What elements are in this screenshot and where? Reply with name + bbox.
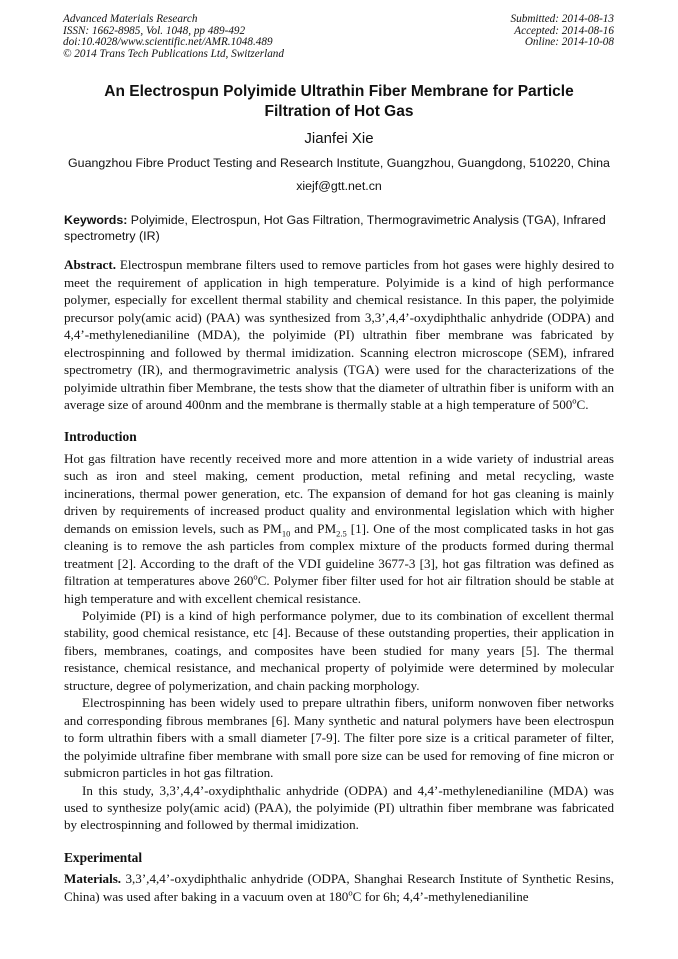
issn-volume: ISSN: 1662-8985, Vol. 1048, pp 489-492 [63, 24, 246, 37]
author: Jianfei Xie [304, 130, 374, 148]
title-line: An Electrospun Polyimide Ultrathin Fiber Membrane for Particle [104, 83, 574, 101]
text-run: Hot gas filtration have recently received more and more attention in a wide variety of industrial areas such as iron and steel making, cement production, metal refining and metal recycling, waste incinerations, thermal power generation, etc. The expansion of demand for hot gas cleaning is mainly driven by requirements of increased product quality and environmental legislation which with higher demands on emission levels, such as PM [64, 450, 614, 536]
abstract [64, 256, 614, 413]
text-run: 10 [281, 528, 291, 539]
online-date: Online: 2014-10-08 [524, 36, 614, 49]
dates-info [511, 14, 614, 60]
body-paragraph [64, 450, 614, 607]
experimental-section [64, 849, 614, 905]
text-run: [1]. One of the most complicated tasks in hot gas cleaning is to remove the ash particles from complex mixture of the products formed during thermal treatment [2]. According to the draft of the VDI guideline 3677-3 [3], hot gas filtration was defined as filtration at temperatures above 260 [64, 520, 614, 589]
text-run: Polyimide (PI) is a kind of high performance polymer, due to its combination of excellent thermal stability, good chemical resistance, etc [4]. Because of these outstanding properties, their application in fibers, membranes, coatings, and composites have been studied for many years [5]. The thermal resistance, chemical resistance, and mechanical property of polyimide were determined by molecular structure, degree of polymerization, and chain packing morphology. [64, 607, 614, 693]
run-in-heading: Materials. [64, 871, 122, 887]
run-in-heading: Abstract. [64, 257, 116, 273]
body-paragraph [64, 607, 614, 694]
keywords-label: Keywords: [64, 213, 128, 228]
abstract-paragraph [64, 256, 614, 413]
introduction-section [64, 428, 614, 833]
text-run: C. [576, 397, 589, 412]
text-run: o [253, 571, 258, 582]
paper-title [64, 82, 614, 122]
text-run: C. Polymer fiber filter used for hot air filtration should be stable at high temperature and with excellent chemical resistance. [64, 573, 614, 606]
text-run: and PM [290, 520, 337, 536]
text-run: 3,3’,4,4’-oxydiphthalic anhydride (ODPA, Shanghai Research Institute of Synthetic Resins, China) was used after baking in a vacuum oven at 180 [64, 871, 614, 904]
body-paragraph [64, 870, 614, 905]
journal-info [63, 14, 284, 60]
text-run: 2.5 [336, 528, 347, 539]
author-email[interactable]: xiejf@gtt.net.cn [296, 179, 382, 194]
affiliation: Guangzhou Fibre Product Testing and Research Institute, Guangzhou, Guangdong, 510220, China [68, 156, 610, 171]
accepted-date: Accepted: 2014-08-16 [514, 24, 614, 37]
body-paragraph [64, 782, 614, 834]
copyright: © 2014 Trans Tech Publications Ltd, Switzerland [63, 47, 284, 60]
keywords-text: Polyimide, Electrospun, Hot Gas Filtration, Thermogravimetric Analysis (TGA), Infrared spectrometry (IR) [64, 213, 606, 243]
text-run: Electrospun membrane filters used to remove particles from hot gases were highly desired to meet the requirement of application in high temperature. Polyimide is a kind of high performance polymer, especially for excellent thermal stability and chemical resistance. In this paper, the polyimide precursor poly(amic acid) (PAA) was synthesized from 3,3’,4,4’-oxydiphthalic anhydride (ODPA) and 4,4’-methylenedianiline (MDA), the polyimide (PI) ultrathin fiber membrane was fabricated by electrospinning and followed by thermal imidization. Scanning electron microscope (SEM), infrared spectrometry (IR), and thermogravimetric analysis (TGA) were used for the characterizations of the polyimide ultrathin fiber Membrane, the tests show that the diameter of ultrathin fiber is uniform with an average size of around 400nm and the membrane is thermally stable at a high temperature of 500 [64, 257, 614, 412]
section-heading-experimental: Experimental [64, 849, 143, 865]
keywords [64, 213, 614, 244]
title-line: Filtration of Hot Gas [264, 103, 414, 121]
section-heading-introduction: Introduction [64, 429, 137, 445]
journal-name: Advanced Materials Research [63, 13, 198, 25]
body-paragraph [64, 694, 614, 781]
text-run: C for 6h; 4,4’-methylenedianiline [352, 888, 529, 904]
text-run: o [348, 887, 353, 898]
submitted-date: Submitted: 2014-08-13 [510, 13, 614, 25]
page-content [0, 82, 678, 905]
page-header [0, 0, 678, 60]
text-run: o [572, 395, 577, 406]
text-run: Electrospinning has been widely used to prepare ultrathin fibers, uniform nonwoven fiber networks and corresponding fibrous membranes [6]. Many synthetic and natural polymers have been electrospun to form ultrathin fibers with a small diameter [7-9]. The filter pore size is a critical parameter of filter, the polyimide ultrafine fiber membrane with small pore size can be used for removing of fine micron or submicron particles in hot gas filtration. [64, 695, 614, 781]
doi: doi:10.4028/www.scientific.net/AMR.1048.489 [63, 36, 273, 49]
text-run: In this study, 3,3’,4,4’-oxydiphthalic anhydride (ODPA) and 4,4’-methylenedianiline (MDA) was used to synthesize poly(amic acid) (PAA), the polyimide (PI) ultrathin fiber membrane was fabricated by electrospinning and followed by thermal imidization. [64, 782, 614, 833]
